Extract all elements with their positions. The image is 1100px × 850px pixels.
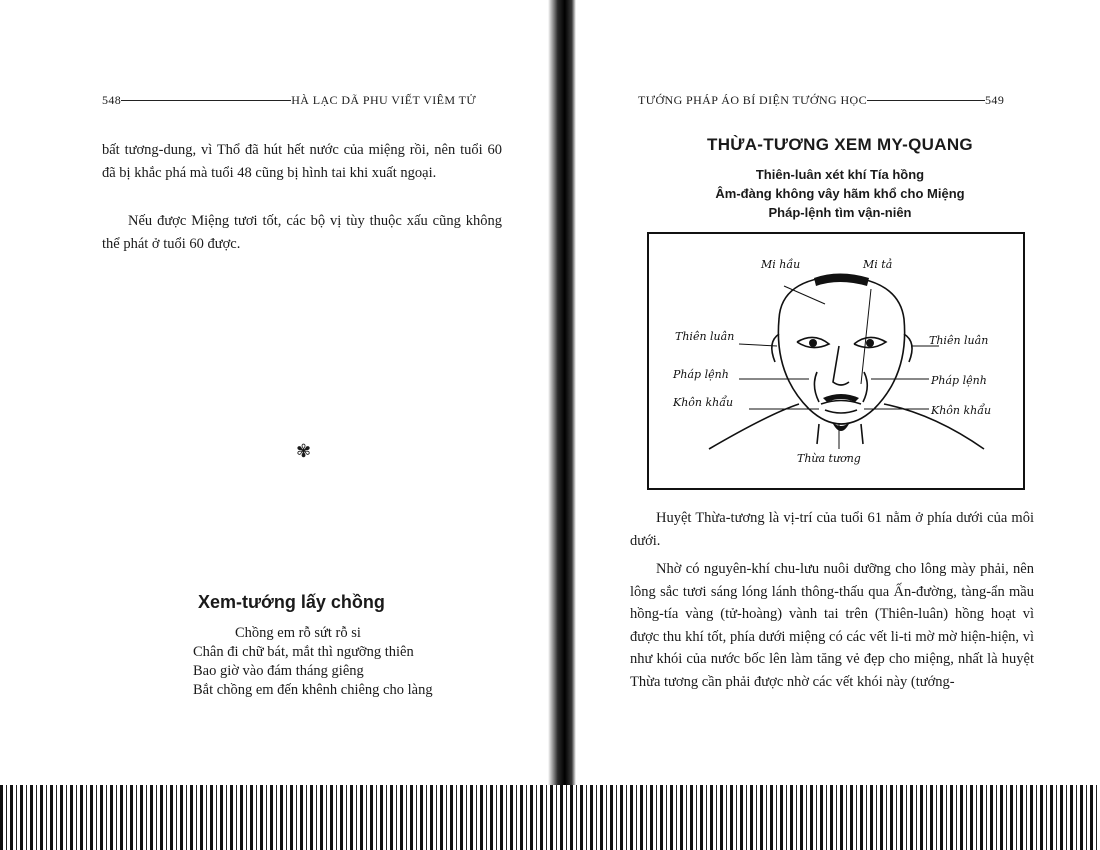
label-khon-khau-right: Khôn khẩu: [931, 404, 992, 417]
book-gutter: [548, 0, 576, 850]
label-khon-khau-left: Khôn khẩu: [673, 396, 734, 409]
label-phap-lenh-right: Pháp lệnh: [931, 374, 987, 387]
poem-line: Bắt chồng em đến khênh chiêng cho làng: [193, 682, 433, 698]
label-mi-hau: Mi hầu: [761, 258, 801, 271]
poem-title: Xem-tướng lấy chồng: [198, 592, 385, 612]
right-page-number: 549: [985, 93, 1005, 107]
scan-artifact-bars: [0, 785, 1100, 850]
header-rule: [121, 100, 291, 101]
poem: [193, 624, 433, 700]
right-paragraph-1: Huyệt Thừa-tương là vị-trí của tuổi 61 nằm ở phía dưới của môi dưới.: [630, 510, 1034, 549]
left-page: [0, 0, 548, 785]
right-paragraph-2: Nhờ có nguyên-khí chu-lưu nuôi dưỡng cho lông mày phải, nên lông sắc tươi sáng lóng lánh thông-thấu qua Ấn-đường, tàng-ẩn mầu hồng-tía vàng (tử-hoàng) vành tai trên (Thiên-luân) hồng hoạt vì được thu khí tốt, phía dưới miệng có các vết li-ti mờ mờ hiện-hiện, vì như khói của nước bốc lên làm tăng vẻ đẹp cho miệng, nhất là huyệt Thừa tương cần phải được nhờ các vết khói này (tướng-: [630, 561, 1034, 690]
poem-line: Bao giờ vào đám tháng giêng: [193, 663, 364, 679]
header-rule: [867, 100, 985, 101]
right-running-title: TƯỚNG PHÁP ÁO BÍ DIỆN TƯỚNG HỌC: [638, 93, 868, 107]
right-running-header: [638, 93, 1004, 108]
left-running-header: [102, 93, 476, 108]
ornament-icon: ✾: [296, 441, 312, 461]
left-paragraph-2: Nếu được Miệng tươi tốt, các bộ vị tùy thuộc xấu cũng không thể phát ở tuổi 60 được.: [102, 213, 502, 252]
label-thua-tuong: Thừa tương: [797, 452, 861, 465]
label-mi-ta: Mi tả: [863, 258, 893, 271]
label-thien-luan-left: Thiên luân: [675, 330, 735, 343]
section-subtitle-1: Thiên-luân xét khí Tía hồng: [755, 167, 925, 182]
section-subtitle-2: Âm-đàng không vây hãm khổ cho Miệng: [715, 186, 965, 201]
label-thien-luan-right: Thiên luân: [929, 334, 989, 347]
left-paragraph-1: bất tương-dung, vì Thổ đã hút hết nước của miệng rồi, nên tuổi 60 đã bị khắc phá mà tuổi 48 cũng bị hình tai khi xuất ngoại.: [102, 142, 502, 181]
left-running-title: HÀ LẠC DÃ PHU VIẾT VIÊM TỬ: [291, 93, 477, 107]
poem-line: Chồng em rỗ sứt rỗ si: [235, 625, 361, 641]
label-phap-lenh-left: Pháp lệnh: [673, 368, 729, 381]
poem-line: Chân đi chữ bát, mắt thì ngưỡng thiên: [193, 644, 414, 660]
face-diagram: [647, 232, 1025, 490]
section-title: THỪA-TƯƠNG XEM MY-QUANG: [707, 135, 973, 154]
section-subtitle-3: Pháp-lệnh tìm vận-niên: [768, 205, 912, 220]
left-page-number: 548: [102, 93, 122, 107]
